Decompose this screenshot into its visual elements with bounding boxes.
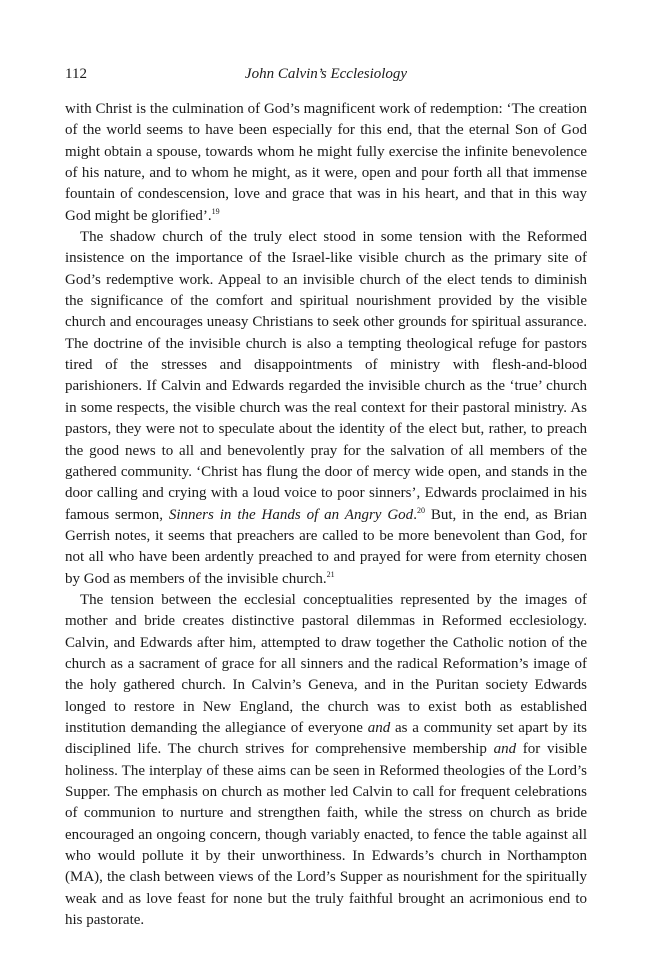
text-run: . [413,506,417,523]
emphasis: and [493,741,517,758]
paragraph-1 [65,99,587,227]
running-title: John Calvin’s Ecclesiology [244,66,408,82]
footnote-ref-21: 21 [326,569,335,579]
running-header [65,66,587,88]
paragraph-3 [65,590,587,932]
footnote-ref-20: 20 [416,505,425,515]
page-number: 112 [65,66,87,82]
emphasis: and [367,719,391,736]
text-run: The shadow church of the truly elect stood in some tension with the Reformed insistence on the importance of the Israel-like visible church as the primary site of God’s redemptive work. Appeal to an invisible church of the elect tends to diminish the significance of the comfort and spiritual nourishment provided by the visible church and encourages uneasy Christians to seek other grounds for spiritual assurance. The doctrine of the invisible church is also a tempting theological refuge for pastors tired of the stresses and disappointments of ministry with flesh-and-blood parishioners. If Calvin and Edwards regarded the invisible church as the ‘true’ church in some respects, the visible church was the real context for their pastoral ministry. As pastors, they were not to speculate about the identity of the elect but, rather, to preach the good news to all and benevolently pray for the salvation of all members of the gathered community. ‘Christ has flung the door of mercy wide open, and stands in the door calling and crying with a loud voice to poor sinners’, Edwards proclaimed in his famous sermon, [65,229,587,523]
paragraph-2 [65,227,587,590]
text-run: for visible holiness. The interplay of these aims can be seen in Reformed theologies of the Lord’s Supper. The emphasis on church as mother led Calvin to call for frequent celebrations of communion to nurture and strengthen faith, while the stress on church as bride encouraged an ongoing concern, though variably enacted, to fence the table against all who would pollute it by their unworthiness. In Edwards’s church in Northampton (MA), the clash between views of the Lord’s Supper as nourishment for the spiritually weak and as love feast for none but the truly faithful brought an acrimonious end to his pastorate. [65,741,587,929]
text-run: But, in the end, as Brian Gerrish notes, it seems that preachers are called to be more benevolent than God, for not all who have been ardently preached to and prayed for were from eternity chosen by God as members of the invisible church. [65,506,587,587]
body-text [65,99,587,931]
text-run: The tension between the ecclesial conceptualities represented by the images of mother and bride creates distinctive pastoral dilemmas in Reformed ecclesiology. Calvin, and Edwards after him, attempted to draw together the Catholic notion of the church as a sacrament of grace for all sinners and the radical Reformation’s image of the holy gathered church. In Calvin’s Geneva, and in the Puritan society Edwards longed to restore in New England, the church was to exist both as established institution demanding the allegiance of everyone [65,591,587,736]
text-run: with Christ is the culmination of God’s magnificent work of redemption: ‘The creation of the world seems to have been especially for this end, that the eternal Son of God might obtain a spouse, towards whom he might fully exercise the infinite benevolence of his nature, and to whom he might, as it were, open and pour forth all that immense fountain of condescension, love and grace that was in his heart, and that in this way God might be glorified’. [65,101,587,224]
footnote-ref-19: 19 [211,206,220,216]
text-run: as a community set apart by its disciplined life. The church strives for comprehensive membership [65,719,587,758]
sermon-title: Sinners in the Hands of an Angry God [168,506,414,523]
